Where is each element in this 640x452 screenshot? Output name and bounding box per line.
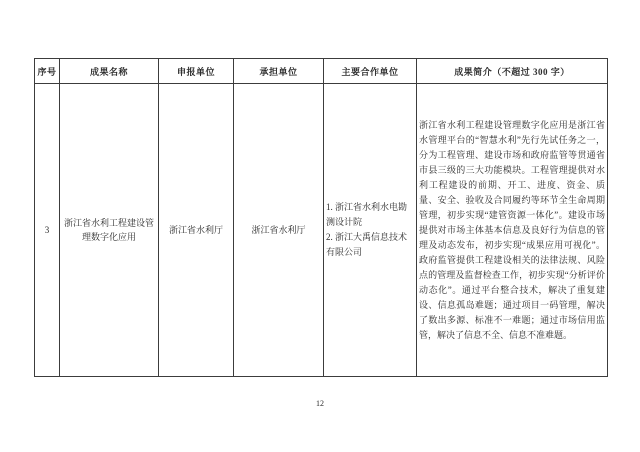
table-row <box>35 84 608 377</box>
column-header-partners: 主要合作单位 <box>324 59 417 84</box>
summary-cell <box>417 84 608 377</box>
column-header-undertaker: 承担单位 <box>234 59 324 84</box>
column-header-index: 序号 <box>35 59 60 84</box>
summary-text: 浙江省水利工程建设管理数字化应用是浙江省水管理平台的“智慧水利”先行先试任务之一，分为工程管理、建设市场和政府监管等贯通省市县三级的三大功能模块。工程管理提供对水利工程建设的前期、开工、进度、资金、质量、安全、验收及合同履约等环节全生命周期管理，初步实现“建管资源一体化”。建设市场提供对市场主体基本信息及良好行为信息的管理及动态发布，初步实现“成果应用可视化”。政府监管提供工程建设相关的法律法规、风险点的管理及监督检查工作，初步实现“分析评价动态化”。通过平台整合技术，解决了重复建设、信息孤岛难题；通过项目一码管理，解决了数出多源、标准不一难题；通过市场信用监管，解决了信息不全、信息不准难题。 <box>419 119 605 340</box>
row-index-cell: 3 <box>35 84 60 377</box>
partner-item: 1. 浙江省水利水电勘测设计院 <box>326 202 408 227</box>
partners-cell <box>324 84 417 377</box>
column-header-name: 成果名称 <box>60 59 159 84</box>
results-table <box>34 58 608 377</box>
undertaker-cell: 浙江省水利厅 <box>234 84 324 377</box>
table-header-row <box>35 59 608 84</box>
page-number: 12 <box>316 399 324 408</box>
column-header-applicant: 申报单位 <box>159 59 234 84</box>
applicant-cell: 浙江省水利厅 <box>159 84 234 377</box>
result-name-cell: 浙江省水利工程建设管理数字化应用 <box>60 84 159 377</box>
column-header-summary: 成果简介（不超过 300 字） <box>417 59 608 84</box>
partner-item: 2. 浙江大禹信息技术有限公司 <box>326 232 408 257</box>
